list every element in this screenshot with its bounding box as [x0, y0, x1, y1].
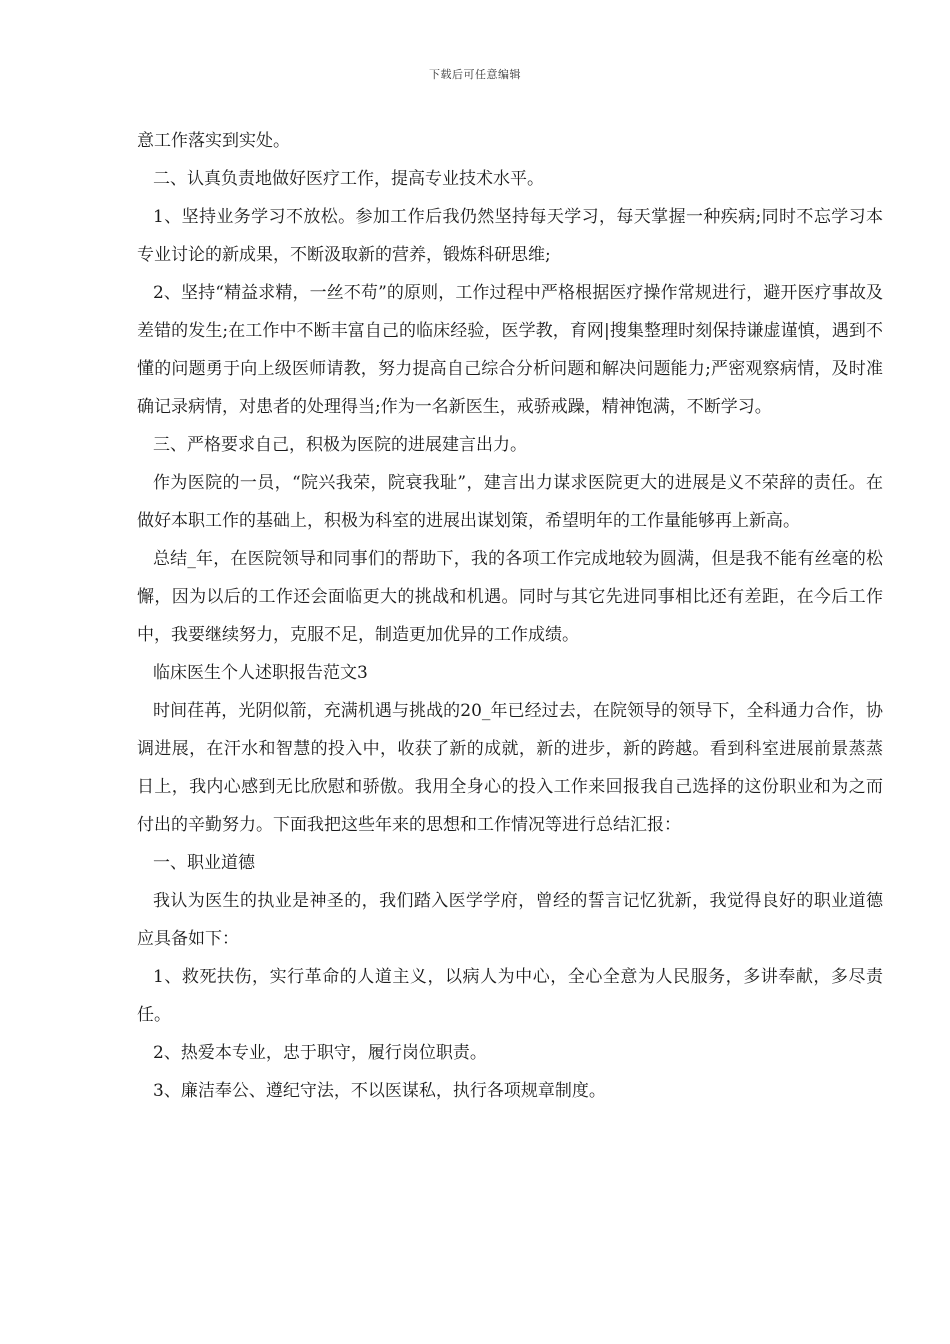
- list-item: 3、廉洁奉公、遵纪守法，不以医谋私，执行各项规章制度。: [153, 1081, 606, 1101]
- list-item: 1、救死扶伤，实行革命的人道主义，以病人为中心，全心全意为人民服务，多讲奉献，多尽责任。: [137, 967, 883, 1025]
- section-heading: 二、认真负责地做好医疗工作，提高专业技术水平。: [153, 169, 544, 189]
- paragraph: 2、坚持“精益求精，一丝不苟”的原则，工作过程中严格根据医疗操作常规进行，避开医疗事故及差错的发生;在工作中不断丰富自己的临床经验，医学教，育网|搜集整理时刻保持谦虚谨慎，遇到不懂的问题勇于向上级医师请教，努力提高自己综合分析问题和解决问题能力;严密观察病情，及时准确记录病情，对患者的处理得当;作为一名新医生，戒骄戒躁，精神饱满，不断学习。: [137, 283, 883, 417]
- document-subtitle: 临床医生个人述职报告范文3: [153, 663, 368, 683]
- paragraph: 我认为医生的执业是神圣的，我们踏入医学学府，曾经的誓言记忆犹新，我觉得良好的职业道德应具备如下：: [137, 891, 883, 949]
- section-heading: 三、严格要求自己，积极为医院的进展建言出力。: [153, 435, 527, 455]
- section-heading: 一、职业道德: [153, 853, 255, 873]
- paragraph: 作为医院的一员，“院兴我荣，院衰我耻”，建言出力谋求医院更大的进展是义不荣辞的责任。在做好本职工作的基础上，积极为科室的进展出谋划策，希望明年的工作量能够再上新高。: [137, 473, 883, 531]
- paragraph: 时间荏苒，光阴似箭，充满机遇与挑战的20_年已经过去，在院领导的领导下，全科通力合作，协调进展，在汗水和智慧的投入中，收获了新的成就，新的进步，新的跨越。看到科室进展前景蒸蒸日上，我内心感到无比欣慰和骄傲。我用全身心的投入工作来回报我自己选择的这份职业和为之而付出的辛勤努力。下面我把这些年来的思想和工作情况等进行总结汇报：: [137, 701, 883, 835]
- paragraph: 1、坚持业务学习不放松。参加工作后我仍然坚持每天学习，每天掌握一种疾病;同时不忘学习本专业讨论的新成果，不断汲取新的营养，锻炼科研思维;: [137, 207, 883, 265]
- document-body: [137, 122, 883, 1110]
- page-header: 下载后可任意编辑: [429, 68, 521, 81]
- list-item: 2、热爱本专业，忠于职守，履行岗位职责。: [153, 1043, 487, 1063]
- paragraph: 意工作落实到实处。: [137, 131, 290, 151]
- paragraph: 总结_年，在医院领导和同事们的帮助下，我的各项工作完成地较为圆满，但是我不能有丝毫的松懈，因为以后的工作还会面临更大的挑战和机遇。同时与其它先进同事相比还有差距，在今后工作中，我要继续努力，克服不足，制造更加优异的工作成绩。: [137, 549, 883, 645]
